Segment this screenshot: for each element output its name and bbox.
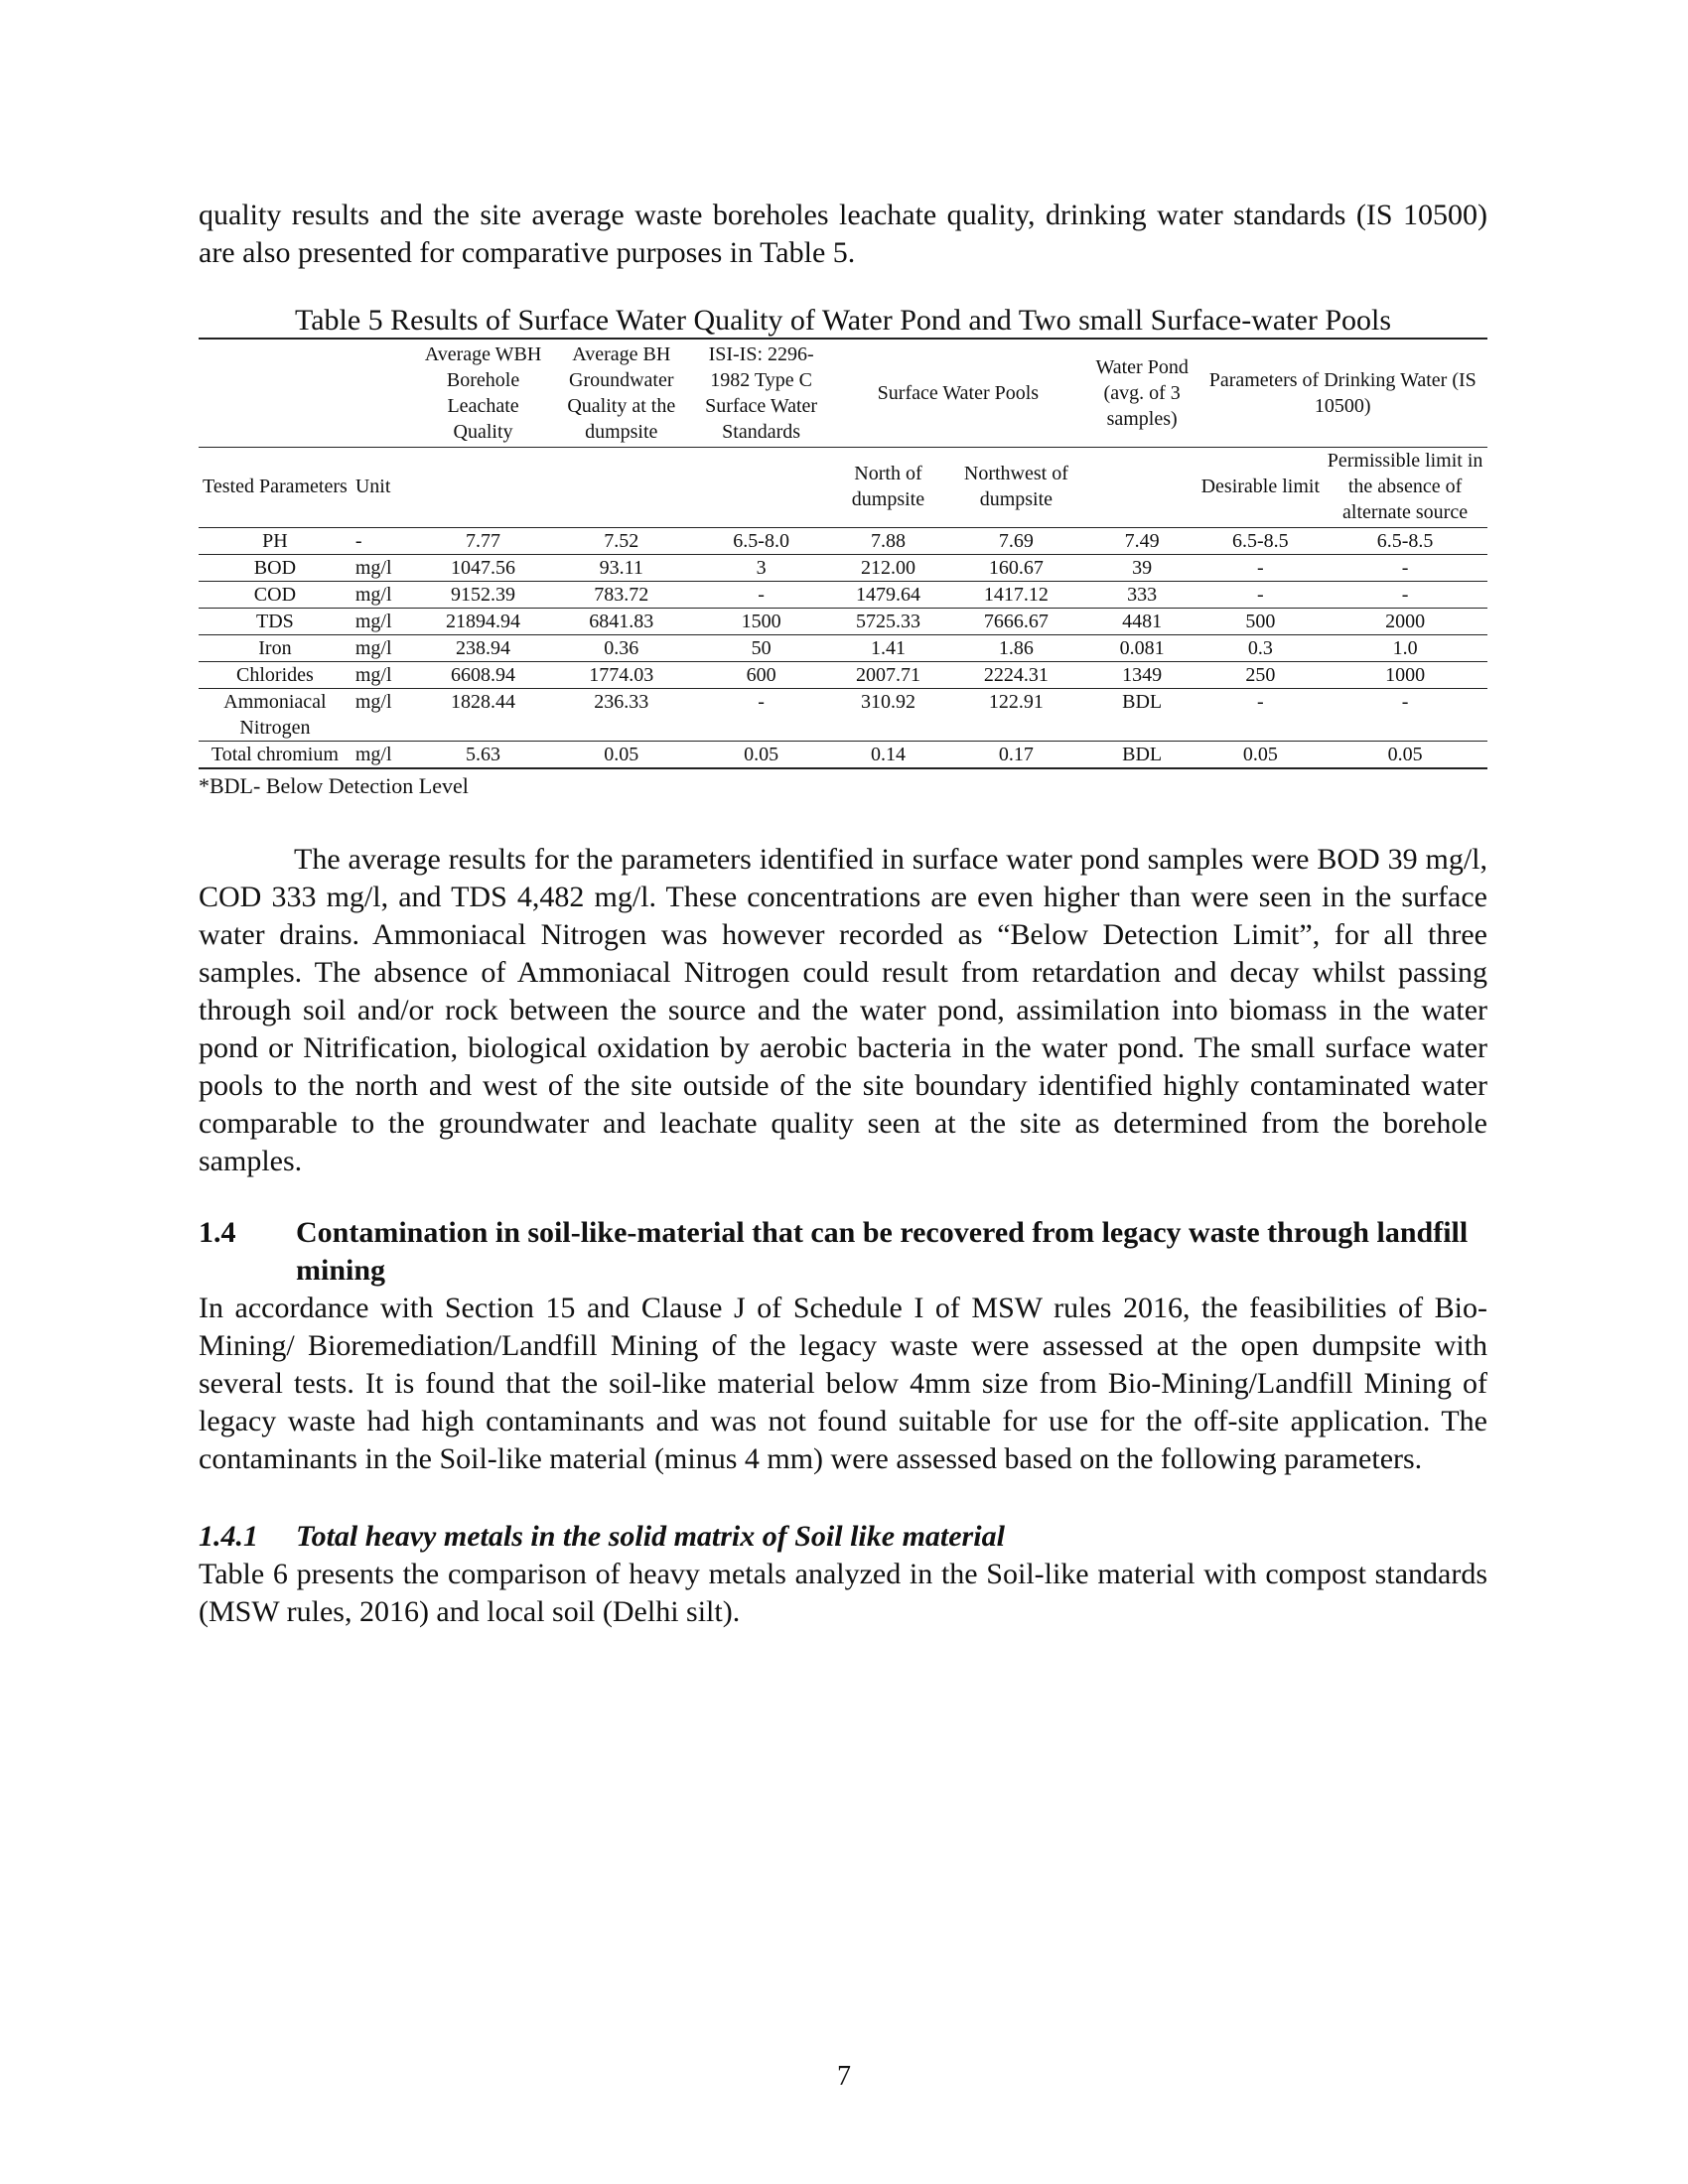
cell-param: Chlorides [199, 662, 352, 689]
cell-north: 7.88 [830, 528, 946, 555]
document-page [199, 197, 1487, 1631]
cell-pond: 0.081 [1086, 635, 1198, 662]
cell-north: 2007.71 [830, 662, 946, 689]
cell-pond: 4481 [1086, 609, 1198, 635]
cell-unit: mg/l [352, 635, 416, 662]
cell-north: 212.00 [830, 555, 946, 582]
subsection-title: Total heavy metals in the solid matrix of Soil like material [296, 1520, 1005, 1553]
cell-wbh: 6608.94 [416, 662, 550, 689]
cell-desirable: 0.05 [1242, 744, 1278, 765]
cell-param: COD [199, 582, 352, 609]
cell-unit: mg/l [352, 662, 416, 689]
water-quality-table [199, 338, 1487, 769]
cell-desirable: 250 [1197, 662, 1323, 689]
cell-unit: mg/l [352, 582, 416, 609]
cell-permissible: 1.0 [1323, 635, 1487, 662]
cell-bh: 783.72 [550, 582, 692, 609]
cell-northwest: 1417.12 [946, 582, 1086, 609]
intro-paragraph: quality results and the site average waste boreholes leachate quality, drinking water standards (IS 10500) are also presented for comparative purposes in Table 5. [199, 199, 1487, 269]
table-row [199, 609, 1487, 635]
cell-north: 1.41 [830, 635, 946, 662]
cell-pond: BDL [1086, 689, 1198, 742]
section-1-4-body: In accordance with Section 15 and Clause J of Schedule I of MSW rules 2016, the feasibilities of Bio-Mining/ Bioremediation/Landfill Mining of the legacy waste were assessed at the open dumpsite with several tests. It is found that the soil-like material below 4mm size from Bio-Mining/Landfill Mining of legacy waste had high contaminants and was not found suitable for use for the off-site application. The contaminants in the Soil-like material (minus 4 mm) were assessed based on the following parameters. [199, 1292, 1487, 1475]
cell-param: Iron [199, 635, 352, 662]
header-northwest: Northwest of dumpsite [946, 448, 1086, 528]
cell-bh: 1774.03 [550, 662, 692, 689]
header-wbh: Average WBH Borehole Leachate Quality [416, 339, 550, 448]
cell-pond: 39 [1086, 555, 1198, 582]
table-group-header-row [199, 339, 1487, 448]
cell-isi: 3 [692, 555, 830, 582]
header-bh: Average BH Groundwater Quality at the dumpsite [550, 339, 692, 448]
section-heading-1-4 [199, 1214, 1487, 1290]
cell-isi: 6.5-8.0 [692, 528, 830, 555]
cell-wbh: 1828.44 [416, 689, 550, 742]
header-unit: Unit [352, 448, 416, 528]
subsection-number: 1.4.1 [199, 1520, 258, 1553]
table-row [199, 742, 1487, 769]
cell-northwest: 7.69 [946, 528, 1086, 555]
cell-bh: 6841.83 [550, 609, 692, 635]
table-caption: Table 5 Results of Surface Water Quality of Water Pond and Two small Surface-water Pools [294, 304, 1392, 337]
cell-param: Total chromium [211, 744, 339, 765]
cell-wbh: 21894.94 [416, 609, 550, 635]
header-pond: Water Pond (avg. of 3 samples) [1086, 339, 1198, 448]
cell-northwest: 122.91 [946, 689, 1086, 742]
cell-wbh: 238.94 [416, 635, 550, 662]
cell-desirable: 500 [1197, 609, 1323, 635]
cell-permissible: 1000 [1323, 662, 1487, 689]
cell-bh: 236.33 [550, 689, 692, 742]
table-row [199, 528, 1487, 555]
cell-northwest: 7666.67 [946, 609, 1086, 635]
cell-desirable: - [1197, 555, 1323, 582]
table-sub-header-row [199, 448, 1487, 528]
cell-northwest: 0.17 [998, 744, 1034, 765]
cell-param: Ammoniacal Nitrogen [199, 689, 352, 742]
cell-pond: 1349 [1086, 662, 1198, 689]
cell-permissible: - [1323, 555, 1487, 582]
table-row [199, 689, 1487, 742]
cell-pond: BDL [1122, 744, 1163, 765]
cell-unit: mg/l [352, 689, 416, 742]
cell-param: BOD [199, 555, 352, 582]
cell-unit: mg/l [352, 609, 416, 635]
cell-isi: 600 [692, 662, 830, 689]
cell-north: 0.14 [870, 744, 906, 765]
section-heading-1-4-1 [199, 1518, 1487, 1556]
page-number: 7 [837, 2061, 851, 2092]
cell-pond: 7.49 [1086, 528, 1198, 555]
cell-isi: 50 [692, 635, 830, 662]
cell-north: 310.92 [830, 689, 946, 742]
header-param: Tested Parameters [199, 448, 352, 528]
cell-permissible: 6.5-8.5 [1323, 528, 1487, 555]
cell-permissible: - [1323, 689, 1487, 742]
cell-desirable: - [1197, 582, 1323, 609]
cell-bh: 93.11 [550, 555, 692, 582]
cell-isi: 0.05 [744, 744, 779, 765]
header-pools: Surface Water Pools [830, 339, 1086, 448]
cell-wbh: 1047.56 [416, 555, 550, 582]
cell-wbh: 7.77 [416, 528, 550, 555]
table-row [199, 662, 1487, 689]
header-isi: ISI-IS: 2296-1982 Type C Surface Water Standards [692, 339, 830, 448]
table-footnote: *BDL- Below Detection Level [199, 773, 469, 798]
cell-north: 1479.64 [830, 582, 946, 609]
cell-permissible: - [1323, 582, 1487, 609]
cell-desirable: 0.3 [1197, 635, 1323, 662]
cell-wbh: 9152.39 [416, 582, 550, 609]
cell-wbh: 5.63 [466, 744, 501, 765]
header-desirable: Desirable limit [1197, 448, 1323, 528]
cell-unit: mg/l [354, 744, 392, 765]
section-number: 1.4 [199, 1216, 236, 1249]
cell-north: 5725.33 [830, 609, 946, 635]
cell-permissible: 2000 [1323, 609, 1487, 635]
cell-northwest: 2224.31 [946, 662, 1086, 689]
cell-desirable: 6.5-8.5 [1197, 528, 1323, 555]
cell-isi: 1500 [692, 609, 830, 635]
cell-northwest: 160.67 [946, 555, 1086, 582]
section-1-4-1-body: Table 6 presents the comparison of heavy metals analyzed in the Soil-like material with compost standards (MSW rules, 2016) and local soil (Delhi silt). [199, 1558, 1487, 1628]
cell-isi: - [692, 582, 830, 609]
table-row [199, 582, 1487, 609]
cell-northwest: 1.86 [946, 635, 1086, 662]
cell-desirable: - [1197, 689, 1323, 742]
cell-param: PH [199, 528, 352, 555]
cell-isi: - [692, 689, 830, 742]
cell-bh: 0.36 [550, 635, 692, 662]
cell-param: TDS [199, 609, 352, 635]
section-title: Contamination in soil-like-material that can be recovered from legacy waste through landfill mining [296, 1216, 1469, 1287]
cell-pond: 333 [1086, 582, 1198, 609]
table-row [199, 635, 1487, 662]
header-permissible: Permissible limit in the absence of alternate source [1323, 448, 1487, 528]
pond-results-paragraph: The average results for the parameters identified in surface water pond samples were BOD 39 mg/l, COD 333 mg/l, and TDS 4,482 mg/l. These concentrations are even higher than were seen in the surface water drains. Ammoniacal Nitrogen was however recorded as “Below Detection Limit”, for all three samples. The absence of Ammoniacal Nitrogen could result from retardation and decay whilst passing through soil and/or rock between the source and the water pond, assimilation into biomass in the water pond or Nitrification, biological oxidation by aerobic bacteria in the water pond. The small surface water pools to the north and west of the site outside of the site boundary identified highly contaminated water comparable to the groundwater and leachate quality seen at the site as determined from the borehole samples. [199, 843, 1487, 1177]
header-drinking: Parameters of Drinking Water (IS 10500) [1197, 339, 1487, 448]
cell-unit: mg/l [352, 555, 416, 582]
table-row [199, 555, 1487, 582]
header-north: North of dumpsite [830, 448, 946, 528]
cell-unit: - [352, 528, 416, 555]
cell-bh: 7.52 [550, 528, 692, 555]
cell-bh: 0.05 [604, 744, 639, 765]
cell-permissible: 0.05 [1387, 744, 1423, 765]
